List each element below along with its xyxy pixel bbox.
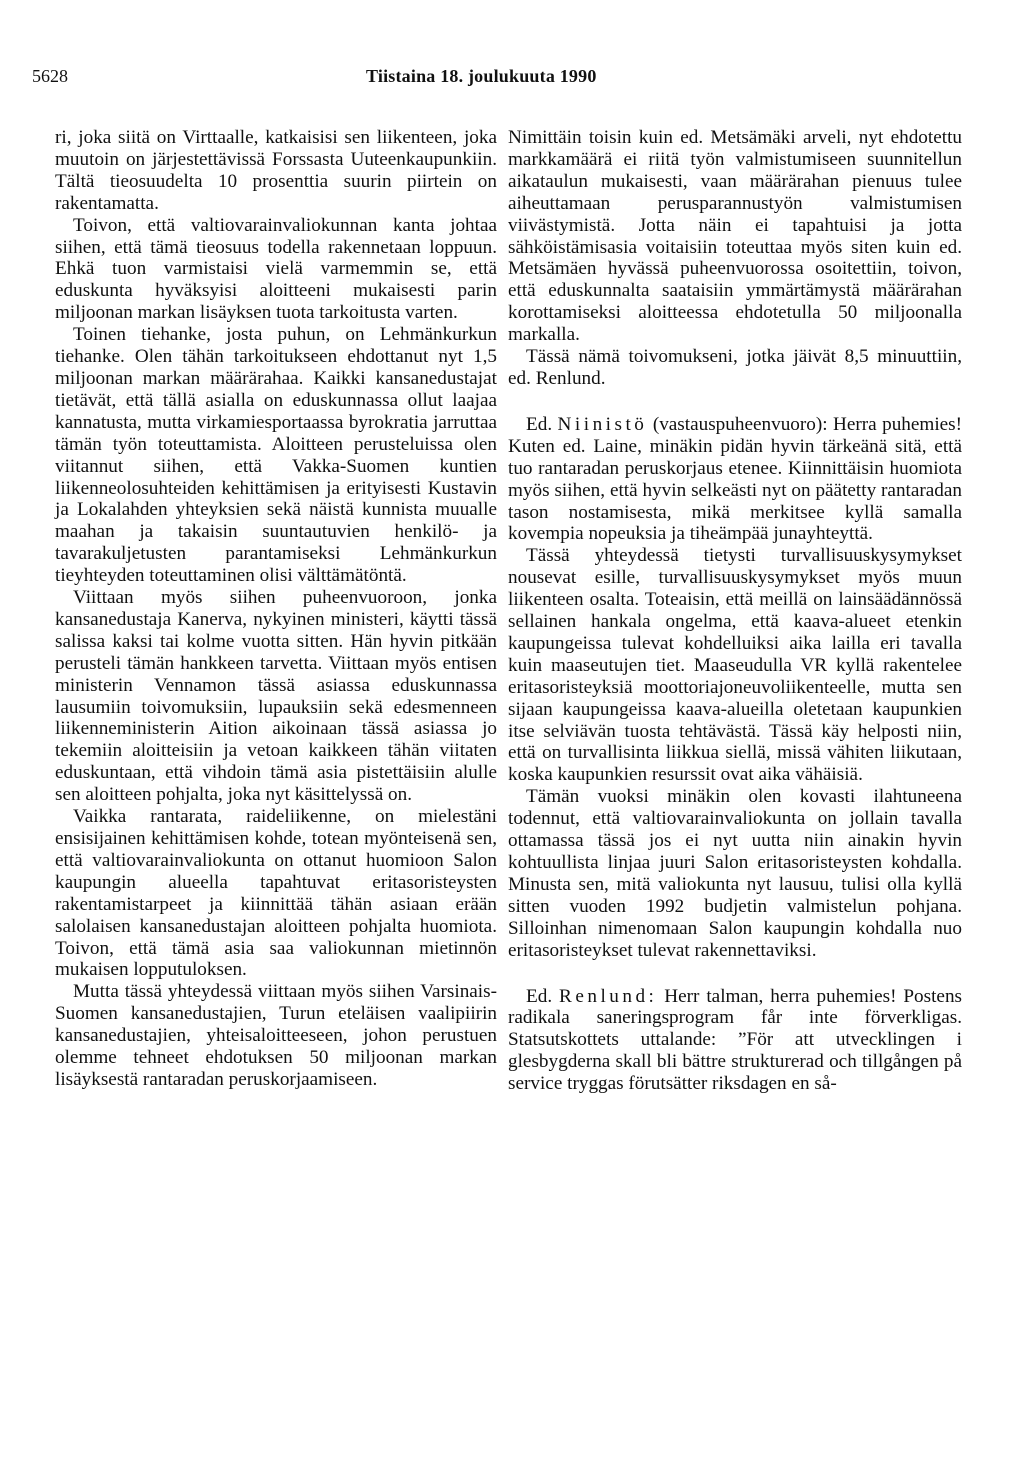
page-header	[32, 66, 992, 90]
speech-renlund	[508, 986, 962, 1096]
speech-text: Herra puhemies! Kuten ed. Laine, minäkin pidän hyvin tärkeänä sitä, että tuo rantaradan peruskorjaus etenee. Kiinnittäisin huomiota myös siihen, että hyvin selkeästi nyt on päätetty rantaradan tason nostamisesta, mikä merkitsee kyllä samalla kovempia nopeuksia ja tiheämpää junayhteyttä.	[508, 413, 963, 545]
paragraph: Toinen tiehanke, josta puhun, on Lehmänkurkun tiehanke. Olen tähän tarkoitukseen ehdottanut nyt 1,5 miljoonan markan määrärahaa. Kaikki kansanedustajat tietävät, että tällä asialla on eduskunnassa ollut laajaa kannatusta, mutta virkamiesportaassa byrokratia jarruttaa tämän työn toteuttamista. Aloitteen perusteluissa olen viitannut siihen, että Vakka-Suomen kuntien liikenneolosuhteiden kehittämisen ja erityisesti Kustavin ja Lokalahden yhteyksien sekä näistä kunnista muualle maahan ja takaisin suuntautuvien henkilö- ja tavarakuljetusten parantamiseksi Lehmänkurkun tieyhteyden toteuttaminen olisi välttämätöntä.	[55, 324, 497, 587]
paragraph: Tämän vuoksi minäkin olen kovasti ilahtuneena todennut, että valtiovarainvaliokunta on jollain tavalla ottamassa tässä jos ei nyt uutta niin ainakin hyvin kohtuullista linjaa juuri Salon eritasoristeysten kohdalla. Minusta sen, mitä valiokunta nyt lausuu, tulisi olla kyllä sitten vuoden 1992 budjetin valmistelun pohjana. Silloinhan nimenomaan Salon kaupungin kohdalla nuo eritasoristeykset tulevat rakennettaviksi.	[508, 786, 962, 961]
left-column	[55, 127, 497, 1091]
paragraph: ri, joka siitä on Virttaalle, katkaisisi sen liikenteen, joka muutoin on järjestettävissä Forssasta Uuteenkaupunkiin. Tältä tieosuudelta 10 prosenttia suurin piirtein on rakentamatta.	[55, 127, 497, 214]
right-column	[508, 127, 962, 1095]
page-number: 5628	[32, 66, 68, 86]
paragraph: Tässä yhteydessä tietysti turvallisuuskysymykset nousevat esille, turvallisuuskysymykset myös muun liikenteen osalta. Toteaisin, että meillä on lainsäädännössä sellainen hankala ongelma, että kaava-alueet etenkin kaupungeissa tulevat kohdelluiksi aika lailla eri tavalla kuin maaseutujen tiet. Maaseudulla VR kyllä rakentelee eritasoristeyksiä moottoriajoneuvoliikenteelle, mutta sen sijaan kaupungeissa kaava-alueilla oletetaan kaupunkien itse selviävän tuosta tehtävästä. Tässä käy helposti niin, että on turvallisinta liikkua siellä, missä vähiten liikutaan, koska kaupunkien resurssit ovat aika vähäisiä.	[508, 545, 962, 786]
speech-text: Herr talman, herra puhemies! Postens radikala saneringsprogram får inte förverkligas. Statsutskottets uttalande: ”För att utvecklingen i glesbygderna skall bli bättre strukturerad och tillgången på service tryggas förutsätter riksdagen en så-	[508, 985, 963, 1095]
header-date: Tiistaina 18. joulukuuta 1990	[366, 66, 597, 86]
paragraph: Tässä nämä toivomukseni, jotka jäivät 8,5 minuuttiin, ed. Renlund.	[508, 346, 962, 389]
speaker-name: Renlund:	[559, 985, 658, 1007]
speech-note: (vastauspuheenvuoro):	[652, 413, 828, 435]
paragraph: Vaikka rantarata, raideliikenne, on mielestäni ensisijainen kehittämisen kohde, totean myönteisenä sen, että valtiovarainvaliokunta on ottanut huomioon Salon kaupungin alueella tapahtuvat eritasoristeysten rakentamistarpeet ja kiinnittää tähän asiaan erään salolaisen kansanedustajan aloitteen pohjalta huomiota. Toivon, että tämä asia saa valiokunnan mietinnön mukaisen lopputuloksen.	[55, 806, 497, 981]
paragraph: Nimittäin toisin kuin ed. Metsämäki arveli, nyt ehdotettu markkamäärä ei riitä työn valmistumiseen suunnitellun aikataulun mukaisesti, vaan määrärahan pienuus tulee aiheuttamaan perusparannustyön valmistumisen viivästymistä. Jotta näin ei tapahtuisi ja jotta sähköistämisasia voitaisiin toteuttaa myös siten kuin ed. Metsämäen hyvässä puheenvuorossa osoitettiin, toivon, että eduskunnalta saataisiin ymmärtämystä määrärahan korottamiseksi aloitteessa ehdotetulla 50 miljoonalla markalla.	[508, 127, 962, 346]
paragraph: Viittaan myös siihen puheenvuoroon, jonka kansanedustaja Kanerva, nykyinen ministeri, käytti tässä salissa kaksi tai kolme vuotta sitten. Hän hyvin pitkään perusteli tämän hankkeen tarvetta. Viittaan myös entisen ministerin Vennamon tässä asiassa eduskunnassa lausumiin toivomuksiin, lupauksiin sekä edesmenneen liikenneministerin Aition aikoinaan tässä asiassa jo tekemiin aloitteisiin ja vetoan kaikkeen tähän viitaten eduskuntaan, että vihdoin tämä asia pistettäisiin alulle sen aloitteen pohjalta, joka nyt käsittelyssä on.	[55, 587, 497, 806]
speaker-prefix: Ed.	[526, 985, 553, 1007]
paragraph: Toivon, että valtiovarainvaliokunnan kanta johtaa siihen, että tämä tieosuus todella rakennetaan loppuun. Ehkä tuon varmistaisi vielä varmemmin se, että eduskunta hyväksyisi aloitteeni mukaisesti parin miljoonan markan lisäyksen tuota tarkoitusta varten.	[55, 214, 497, 324]
paragraph: Mutta tässä yhteydessä viittaan myös siihen Varsinais-Suomen kansanedustajien, Turun eteläisen vaalipiirin kansanedustajien, yhteisaloitteeseen, johon perustuen olemme tehneet ehdotuksen 50 miljoonan markan lisäyksestä rantaradan peruskorjaamiseen.	[55, 981, 497, 1090]
speech-niinisto	[508, 414, 962, 545]
speaker-prefix: Ed.	[526, 413, 553, 435]
speaker-name: Niinistö	[557, 413, 648, 435]
